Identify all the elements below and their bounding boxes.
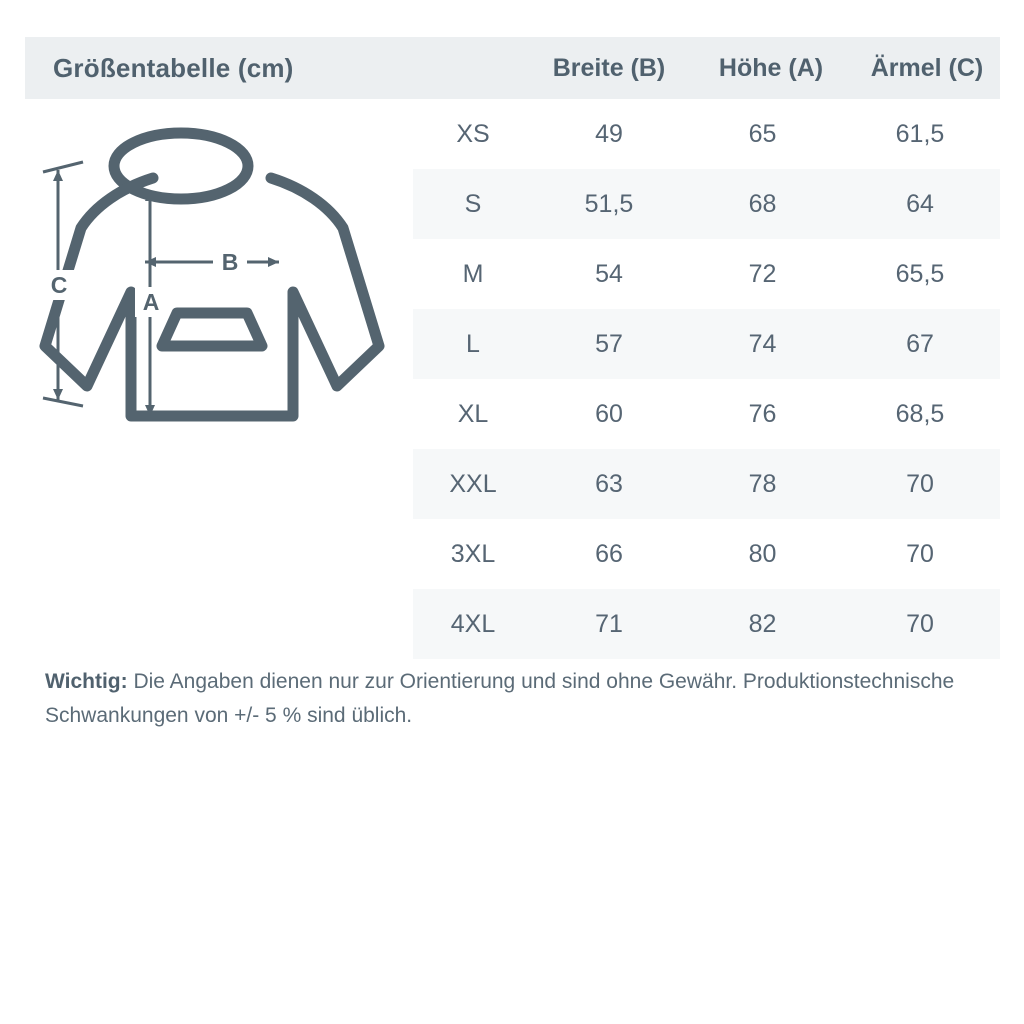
cell-width: 71 <box>595 609 623 638</box>
table-row <box>413 519 1000 589</box>
cell-size: 4XL <box>450 609 496 638</box>
label-height: A <box>142 289 160 315</box>
cell-width: 49 <box>595 119 623 148</box>
cell-width: 57 <box>595 329 623 358</box>
table-row <box>413 449 1000 519</box>
hoodie-measurement-diagram <box>25 110 415 470</box>
disclaimer-lead: Wichtig: <box>45 670 128 693</box>
page-title: Größentabelle (cm) <box>53 52 294 83</box>
cell-size: XS <box>456 119 490 148</box>
cell-sleeve: 70 <box>906 609 934 638</box>
size-table <box>413 99 1000 659</box>
cell-sleeve: 64 <box>906 189 934 218</box>
table-header <box>25 37 1000 99</box>
table-row <box>413 309 1000 379</box>
table-row <box>413 589 1000 659</box>
cell-sleeve: 70 <box>906 469 934 498</box>
disclaimer-text: Die Angaben dienen nur zur Orientierung und sind ohne Gewähr. Produktionstechnische Schwankungen von +/- 5 % sind üblich. <box>45 670 955 727</box>
cell-sleeve: 67 <box>906 329 934 358</box>
cell-height: 82 <box>748 609 777 638</box>
cell-width: 51,5 <box>584 189 634 218</box>
table-row <box>413 169 1000 239</box>
column-header-sleeve: Ärmel (C) <box>870 53 984 82</box>
cell-size: M <box>462 259 484 288</box>
disclaimer-note <box>45 665 995 733</box>
cell-height: 76 <box>748 399 777 428</box>
cell-sleeve: 61,5 <box>895 119 945 148</box>
cell-width: 54 <box>595 259 623 288</box>
table-row <box>413 379 1000 449</box>
cell-sleeve: 70 <box>906 539 934 568</box>
cell-size: S <box>464 189 482 218</box>
cell-size: 3XL <box>450 539 496 568</box>
column-headers <box>523 54 1024 83</box>
cell-height: 74 <box>748 329 777 358</box>
cell-height: 78 <box>748 469 777 498</box>
cell-height: 68 <box>748 189 777 218</box>
cell-width: 60 <box>595 399 623 428</box>
cell-size: L <box>466 329 480 358</box>
column-header-height: Höhe (A) <box>718 53 824 82</box>
table-row <box>413 239 1000 309</box>
cell-sleeve: 65,5 <box>895 259 945 288</box>
cell-width: 66 <box>595 539 623 568</box>
cell-height: 72 <box>748 259 777 288</box>
label-sleeve: C <box>50 272 68 298</box>
cell-height: 65 <box>748 119 777 148</box>
column-header-width: Breite (B) <box>552 53 666 82</box>
cell-size: XL <box>457 399 489 428</box>
cell-height: 80 <box>748 539 777 568</box>
label-width: B <box>221 249 239 275</box>
cell-sleeve: 68,5 <box>895 399 945 428</box>
table-row <box>413 99 1000 169</box>
cell-width: 63 <box>595 469 623 498</box>
cell-size: XXL <box>449 469 497 498</box>
